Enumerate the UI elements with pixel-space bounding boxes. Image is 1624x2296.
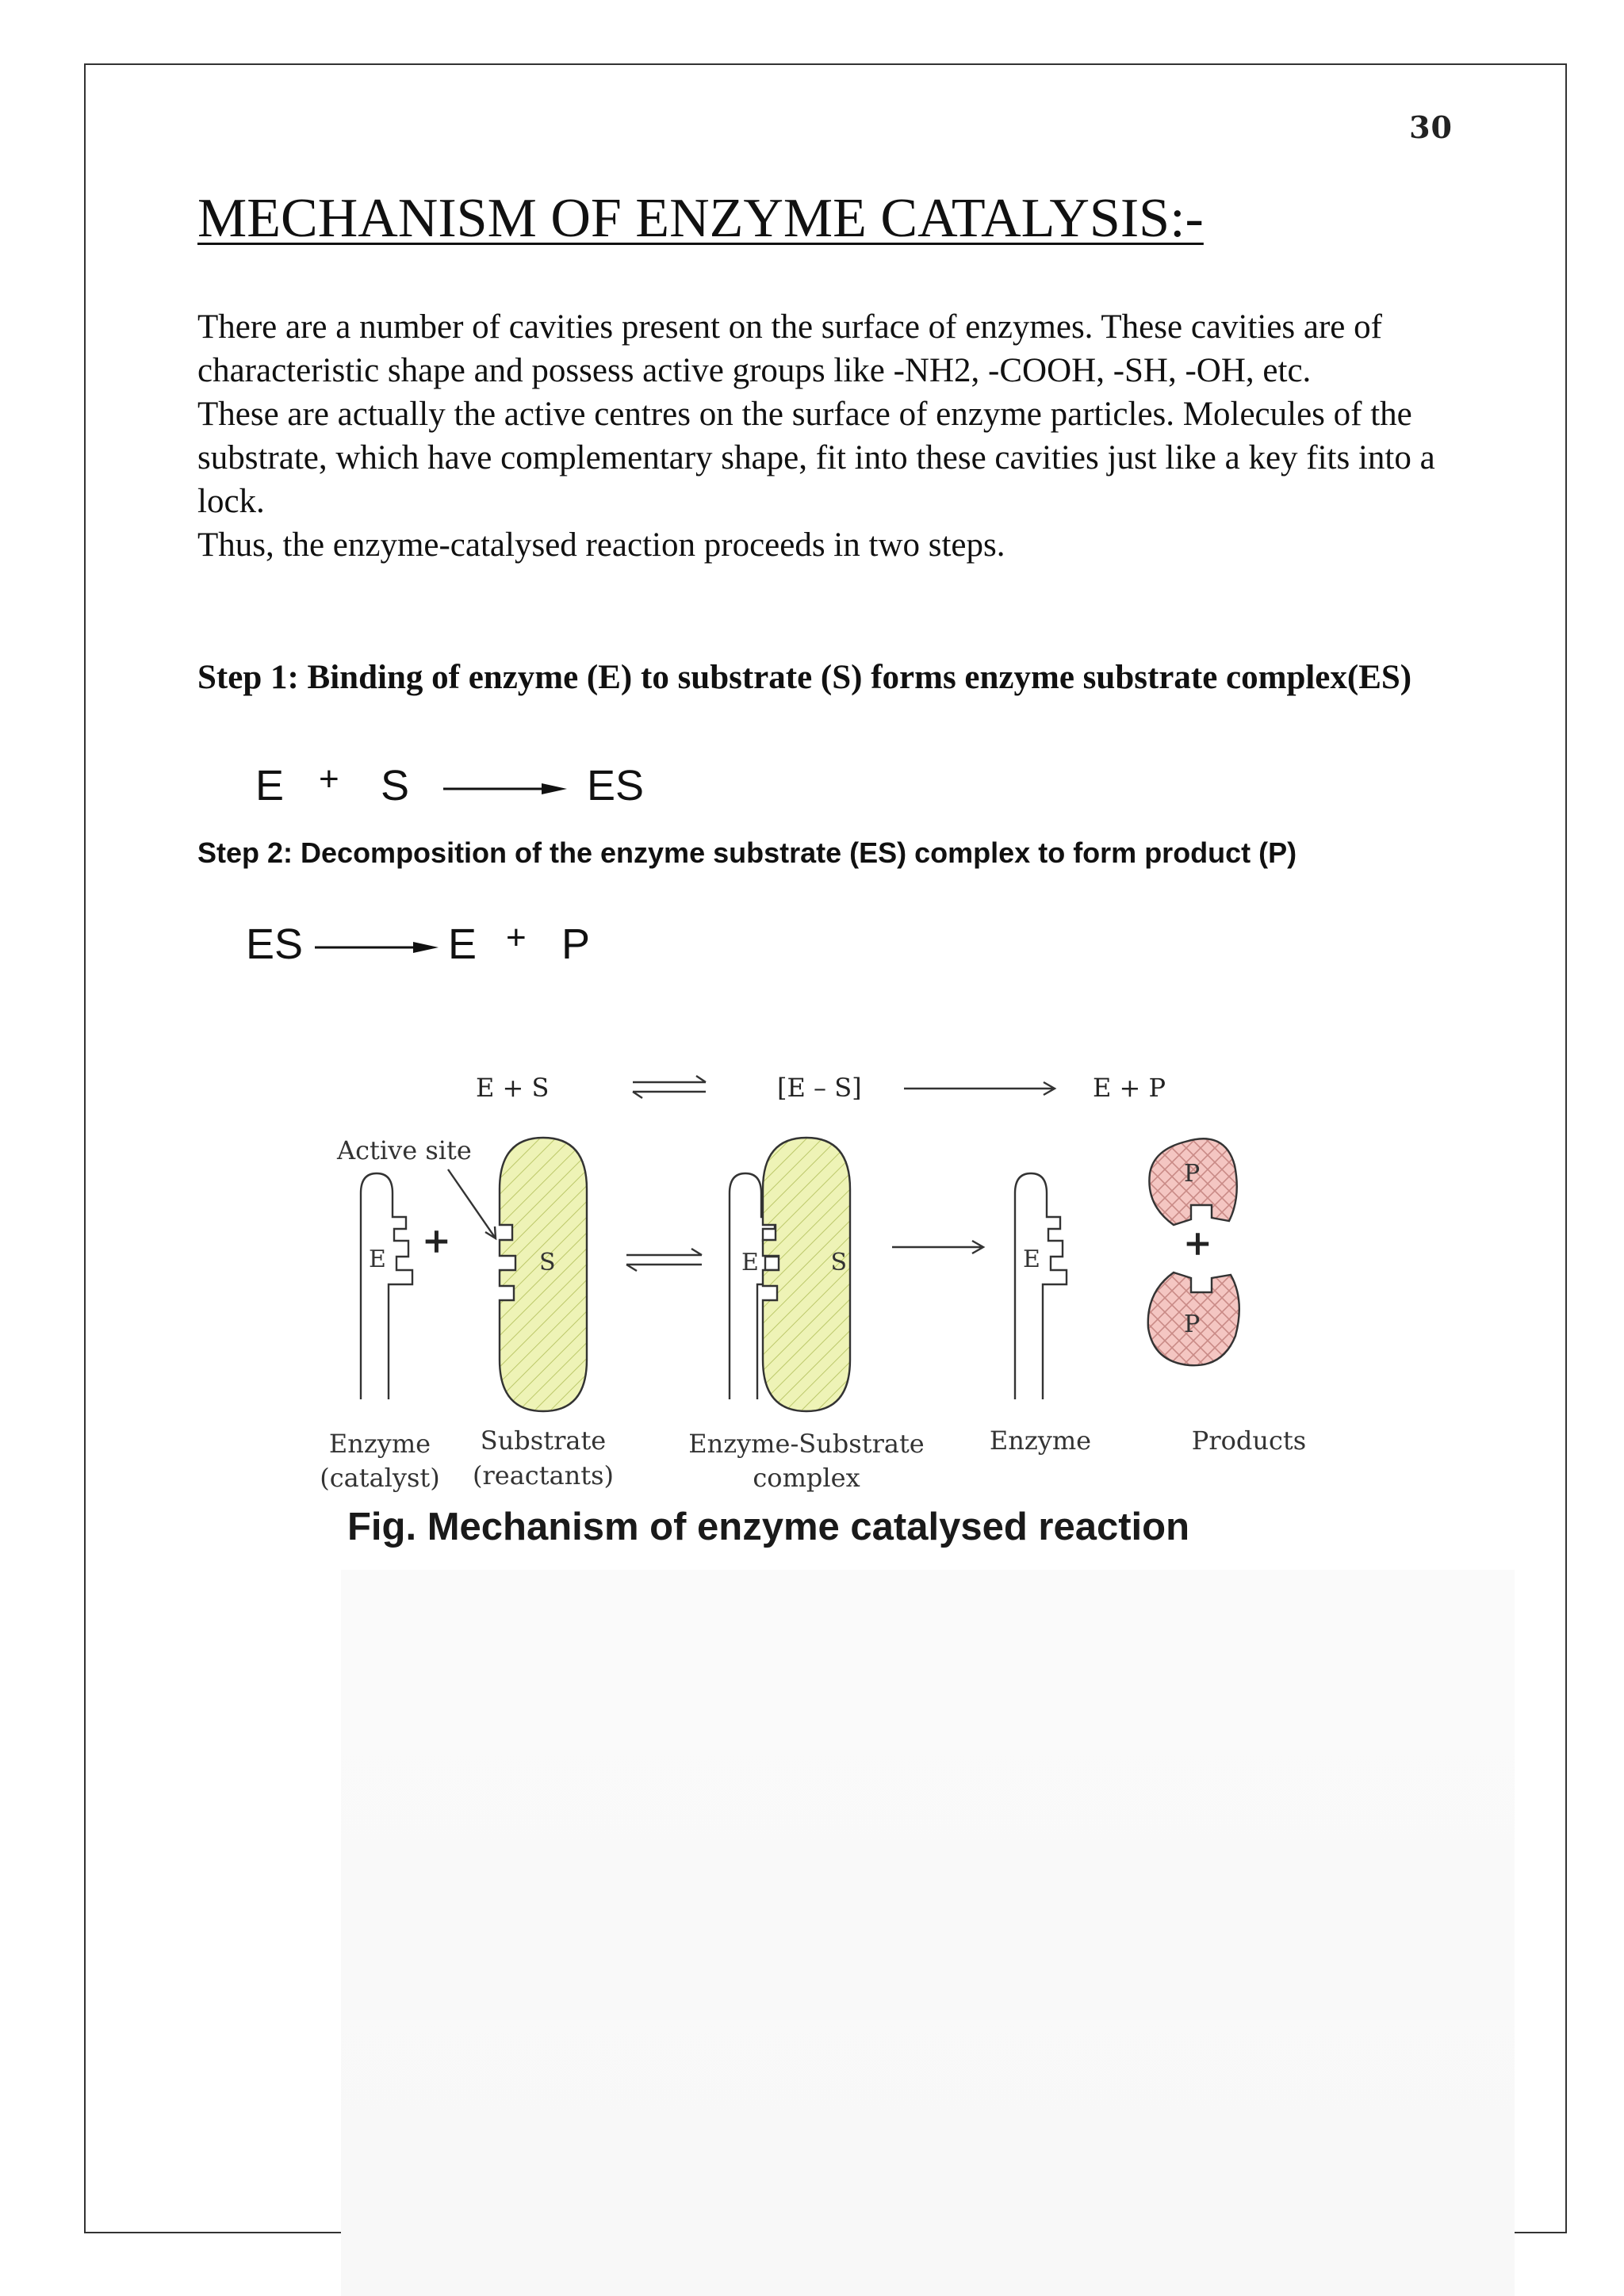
body-text [197,305,1466,567]
paragraph-1: There are a number of cavities present on the surface of enzymes. These cavities are of characteristic shape and possess active groups like -NH2, -COOH, -SH, -OH, etc. [197,308,1382,389]
active-site-label: Active site [337,1135,472,1165]
eq2-p: P [561,920,591,968]
label-substrate: Substrate [480,1425,607,1456]
label-enzyme-2: Enzyme [989,1425,1092,1456]
step1-equation [255,761,668,817]
enzyme-letter-2: E [741,1249,759,1276]
eq2-es: ES [246,920,304,968]
label-complex-1: Enzyme-Substrate [688,1429,925,1459]
eq1-e: E [255,762,285,809]
top-eq-e-plus-p: E + P [1093,1073,1166,1103]
mechanism-figure [301,1062,1332,1522]
enzyme-letter-3: E [1023,1246,1040,1273]
active-site-pointer [448,1169,496,1238]
image-background-shade [341,1570,1515,2296]
eq2-e: E [448,920,477,968]
substrate-letter-2: S [830,1249,847,1276]
label-enzyme: Enzyme [328,1429,431,1459]
eq1-plus: + [319,760,339,798]
top-equilibrium-arrows [633,1076,706,1098]
step2-heading: Step 2: Decomposition of the enzyme substrate (ES) complex to form product (P) [197,836,1297,869]
enzyme-letter-1: E [369,1246,386,1273]
page-number: 30 [1409,109,1453,145]
plus-1: + [422,1221,451,1261]
eq1-es: ES [587,762,645,809]
mechanism-diagram [301,1062,1332,1522]
substrate-letter-1: S [539,1249,556,1276]
middle-equilibrium-arrows [626,1249,702,1271]
product-letter-top: P [1184,1160,1201,1188]
step2-equation [246,920,611,975]
plus-products: + [1183,1223,1212,1264]
label-products: Products [1191,1425,1307,1456]
figure-caption: Fig. Mechanism of enzyme catalysed reaction [347,1506,1190,1548]
top-eq-e-plus-s: E + S [476,1073,550,1103]
label-reactants: (reactants) [472,1460,615,1490]
eq2-plus: + [506,918,527,957]
eq2-arrow [313,936,440,959]
eq1-arrow [442,777,569,801]
page-title: MECHANISM OF ENZYME CATALYSIS:- [197,188,1204,249]
middle-forward-arrow [892,1241,983,1253]
label-catalyst: (catalyst) [320,1463,440,1493]
eq1-s: S [381,762,410,809]
step1-heading: Step 1: Binding of enzyme (E) to substrate (S) forms enzyme substrate complex(ES) [197,659,1412,696]
top-forward-arrow [904,1082,1055,1095]
product-letter-bottom: P [1184,1311,1201,1338]
paragraph-3: Thus, the enzyme-catalysed reaction proceeds in two steps. [197,526,1005,564]
enzyme-shape-1 [361,1173,412,1399]
enzyme-shape-3 [1015,1173,1067,1399]
label-complex-2: complex [753,1463,860,1493]
top-eq-es: [E – S] [777,1073,862,1103]
paragraph-2: These are actually the active centres on the surface of enzyme particles. Molecules of the substrate, which have complementary shape, fit into these cavities just like a key fits into a lock. [197,396,1435,520]
